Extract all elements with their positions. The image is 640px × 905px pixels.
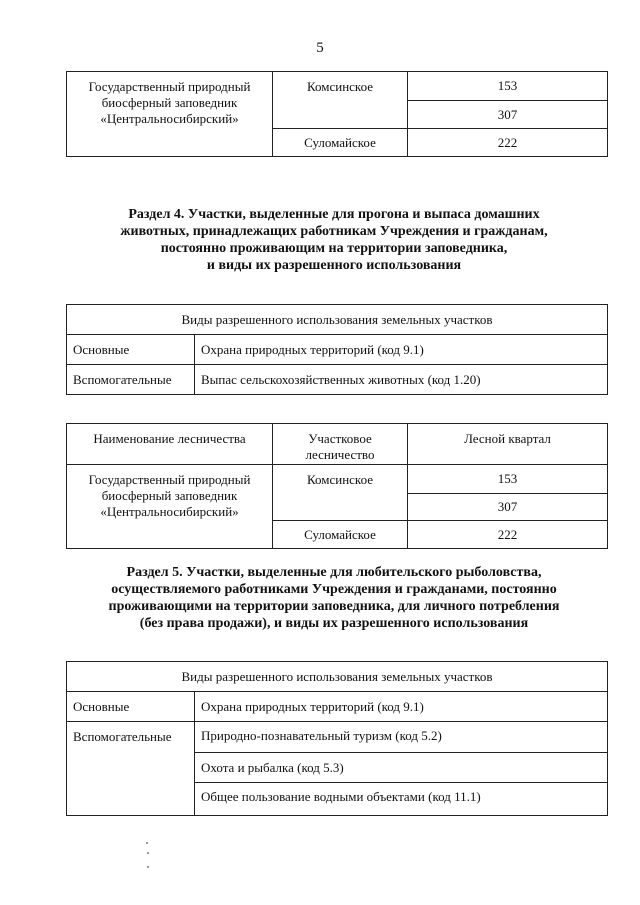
- header-district-forestry: [273, 424, 408, 465]
- reserve-name-line: биосферный заповедник: [101, 488, 238, 503]
- section-5-uses-table: [66, 661, 608, 816]
- forest-quarter-cell: 153: [408, 465, 608, 494]
- forest-quarter-cell: 222: [408, 521, 608, 549]
- forest-quarter-cell: 307: [408, 494, 608, 521]
- auxiliary-uses-value: Природно-познавательный туризм (код 5.2): [195, 722, 608, 753]
- scan-speck: [146, 842, 148, 844]
- forest-quarter-cell: 307: [408, 101, 608, 129]
- auxiliary-uses-value: Выпас сельскохозяйственных животных (код 1.20): [195, 365, 608, 395]
- heading-line: Раздел 5. Участки, выделенные для любительского рыболовства,: [126, 565, 542, 580]
- header-forestry-name: Наименование лесничества: [67, 424, 273, 465]
- reserve-name-line: биосферный заповедник: [101, 95, 238, 110]
- section-5-heading: [60, 564, 608, 632]
- main-uses-label: Основные: [67, 692, 195, 722]
- district-forestry-cell: Комсинское: [273, 465, 408, 521]
- auxiliary-uses-value: Общее пользование водными объектами (код 11.1): [195, 783, 608, 816]
- uses-table-title: Виды разрешенного использования земельных участков: [67, 662, 608, 692]
- uses-table-title: Виды разрешенного использования земельных участков: [67, 305, 608, 335]
- header-forest-quarter: Лесной квартал: [408, 424, 608, 465]
- forest-quarter-cell: 153: [408, 72, 608, 101]
- forest-quarters-table: [66, 423, 608, 549]
- scan-speck: [147, 866, 149, 868]
- heading-line: (без права продажи), и виды их разрешенного использования: [139, 616, 529, 631]
- reserve-name-line: «Центральносибирский»: [100, 111, 239, 126]
- heading-line: и виды их разрешенного использования: [206, 258, 462, 273]
- section-4-heading: [60, 206, 608, 274]
- forestry-name-cell: [67, 465, 273, 549]
- reserve-name-line: Государственный природный: [88, 472, 251, 487]
- heading-line: Раздел 4. Участки, выделенные для прогона и выпаса домашних: [128, 207, 540, 222]
- district-forestry-cell: Суломайское: [273, 129, 408, 157]
- heading-line: проживающими на территории заповедника, для личного потребления: [108, 599, 560, 614]
- forest-quarters-table-continued: [66, 71, 608, 157]
- forest-quarter-cell: 222: [408, 129, 608, 157]
- heading-line: постоянно проживающим на территории заповедника,: [160, 241, 508, 256]
- page-number: 5: [316, 40, 324, 56]
- district-forestry-cell: Суломайское: [273, 521, 408, 549]
- scan-speck: [147, 852, 149, 854]
- section-4-uses-table: [66, 304, 608, 395]
- forestry-name-cell: [67, 72, 273, 157]
- main-uses-value: Охрана природных территорий (код 9.1): [195, 335, 608, 365]
- district-forestry-cell: Комсинское: [273, 72, 408, 129]
- heading-line: осуществляемого работниками Учреждения и гражданами, постоянно: [111, 582, 557, 597]
- auxiliary-uses-label: Вспомогательные: [67, 722, 195, 816]
- reserve-name-line: Государственный природный: [88, 79, 251, 94]
- reserve-name-line: «Центральносибирский»: [100, 504, 239, 519]
- main-uses-value: Охрана природных территорий (код 9.1): [195, 692, 608, 722]
- auxiliary-uses-value: Охота и рыбалка (код 5.3): [195, 753, 608, 783]
- auxiliary-uses-label: Вспомогательные: [67, 365, 195, 395]
- main-uses-label: Основные: [67, 335, 195, 365]
- heading-line: животных, принадлежащих работникам Учреждения и гражданам,: [120, 224, 548, 239]
- header-district-forestry-text: Участковое лесничество: [305, 431, 375, 462]
